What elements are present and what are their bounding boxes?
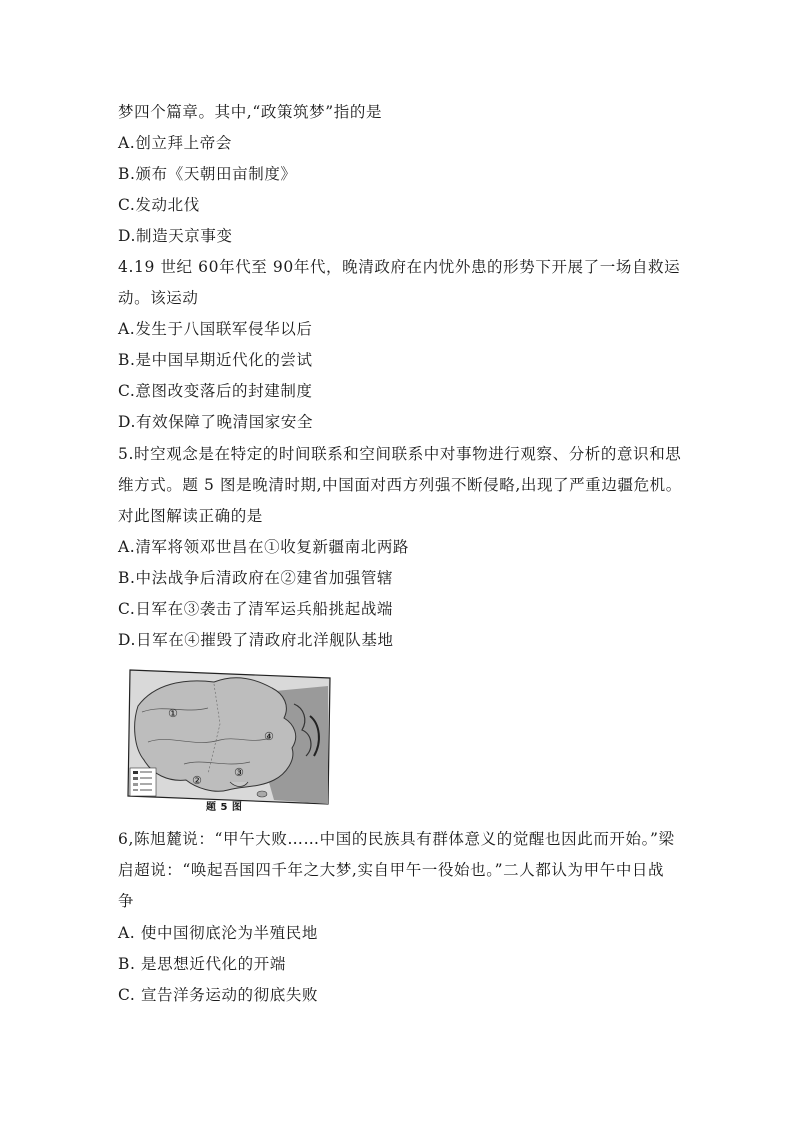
q4-option-a: A.发生于八国联军侵华以后: [118, 320, 313, 338]
question-6-stem-end: 争: [118, 892, 135, 910]
qing-border-crisis-map: [124, 664, 336, 820]
q6-option-a: A. 使中国彻底沦为半殖民地: [118, 924, 318, 942]
q4-option-d: D.有效保障了晚清国家安全: [118, 413, 314, 431]
map-marker-1: ①: [168, 707, 178, 720]
q6-option-b: B. 是思想近代化的开端: [118, 955, 286, 973]
q5-option-d: D.日军在④摧毁了清政府北洋舰队基地: [118, 631, 394, 649]
q6-option-c: C. 宣告洋务运动的彻底失败: [118, 986, 319, 1004]
q5-option-a: A.清军将领邓世昌在①收复新疆南北两路: [118, 538, 410, 556]
map-caption: 题 5 图: [206, 802, 243, 813]
q3-option-b: B.颁布《天朝田亩制度》: [118, 165, 297, 183]
question-6-stem: 6,陈旭麓说：“甲午大败……中国的民族具有群体意义的觉醒也因此而开始。”梁: [118, 830, 675, 848]
q4-option-c: C.意图改变落后的封建制度: [118, 382, 313, 400]
q4-option-b: B.是中国早期近代化的尝试: [118, 351, 313, 369]
map-marker-3: ③: [234, 766, 244, 779]
q5-option-b: B.中法战争后清政府在②建省加强管辖: [118, 569, 394, 587]
map-marker-4: ④: [264, 730, 274, 743]
q3-option-a: A.创立拜上帝会: [118, 134, 232, 152]
question-5-stem-end: 对此图解读正确的是: [118, 507, 263, 525]
question-4-stem: 4.19 世纪 60年代至 90年代，晚清政府在内忧外患的形势下开展了一场自救运: [118, 258, 681, 276]
q5-option-c: C.日军在③袭击了清军运兵船挑起战端: [118, 600, 394, 618]
map-figure: [124, 664, 336, 820]
question-5-stem-cont: 维方式。题 5 图是晚清时期,中国面对西方列强不断侵略,出现了严重边疆危机。: [118, 476, 682, 494]
question-5-stem: 5.时空观念是在特定的时间联系和空间联系中对事物进行观察、分析的意识和思: [118, 445, 682, 463]
question-6-stem-cont: 启超说：“唤起吾国四千年之大梦,实自甲午一役始也。”二人都认为甲午中日战: [118, 861, 665, 879]
q3-option-c: C.发动北伐: [118, 196, 200, 214]
map-marker-2: ②: [192, 774, 202, 787]
q3-option-d: D.制造天京事变: [118, 227, 233, 245]
question-4-stem-cont: 动。该运动: [118, 289, 199, 307]
question-3-stem-end: 梦四个篇章。其中,“政策筑梦”指的是: [118, 103, 383, 121]
